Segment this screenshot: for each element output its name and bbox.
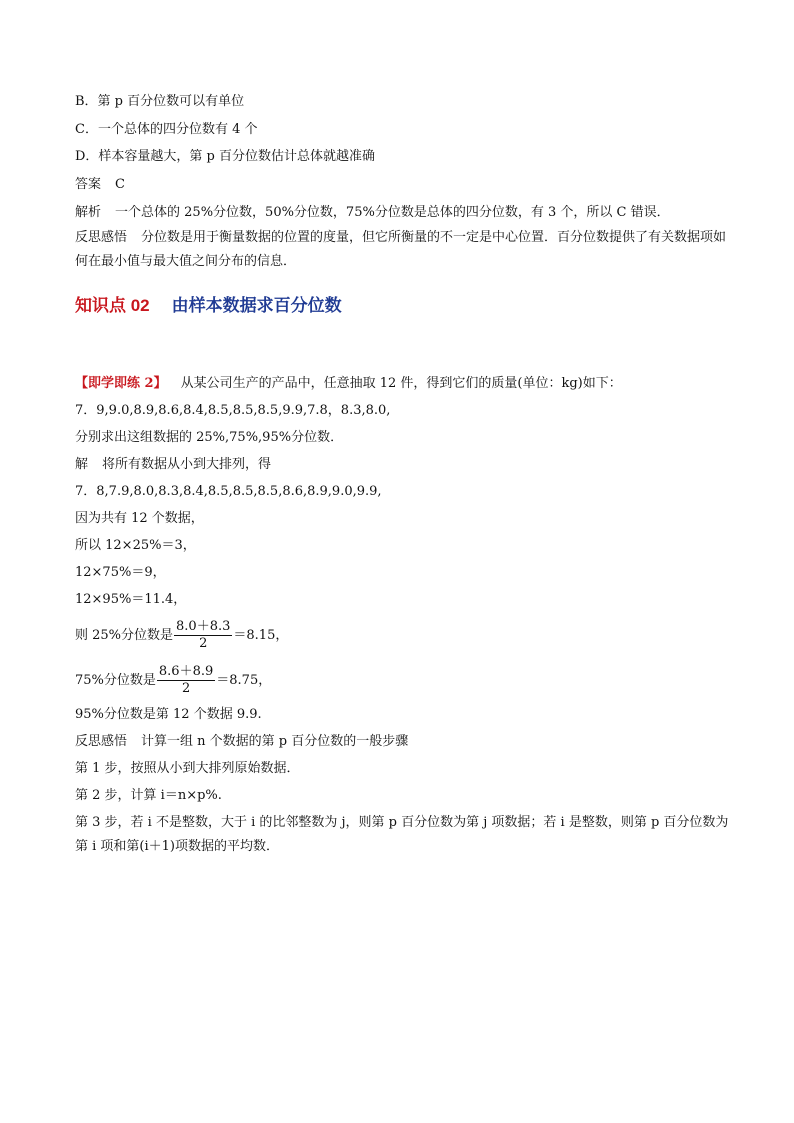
solution-intro-row	[75, 455, 271, 475]
solution-label: 解	[75, 457, 89, 472]
q25-numerator: 8.0＋8.3	[176, 619, 231, 634]
option-d: D．样本容量越大，第 p 百分位数估计总体就越准确	[75, 149, 376, 164]
step-2: 第 2 步，计算 i＝n×p%.	[75, 788, 222, 803]
answer-row	[75, 175, 125, 195]
q25-result: ＝8.15，	[233, 628, 289, 643]
q95-row: 95%分位数是第 12 个数据 9.9.	[75, 707, 262, 722]
reflection-1-text: 分位数是用于衡量数据的位置的度量，但它所衡量的不一定是中心位置．百分位数提供了有关数据项如何在最小值与最大值之间分布的信息．	[75, 230, 727, 269]
practice-data: 7．9,9.0,8.9,8.6,8.4,8.5,8.5,8.5,9.9,7.8，8.3,8.0,	[75, 403, 391, 418]
q75-numerator: 8.6＋8.9	[158, 664, 214, 679]
q75-fraction	[157, 664, 215, 697]
analysis-label: 解析	[75, 205, 102, 220]
solution-sorted: 7．8,7.9,8.0,8.3,8.4,8.5,8.5,8.5,8.6,8.9,9.0,9.9,	[75, 484, 382, 499]
reflection-1	[75, 226, 735, 274]
section-number: 知识点 02	[75, 296, 150, 315]
solution-line-4: 12×95%＝11.4，	[75, 592, 187, 607]
q25-prefix: 则 25%分位数是	[75, 628, 174, 643]
solution-line-2: 所以 12×25%＝3，	[75, 538, 196, 553]
analysis-text: 一个总体的 25%分位数，50%分位数，75%分位数是总体的四分位数，有 3 个，所以 C 错误．	[115, 205, 670, 220]
solution-line-3: 12×75%＝9，	[75, 565, 166, 580]
q25-row	[75, 618, 288, 654]
practice-text: 从某公司生产的产品中，任意抽取 12 件，得到它们的质量(单位：kg)如下：	[180, 376, 622, 391]
answer-value: C	[115, 177, 125, 192]
q75-prefix: 75%分位数是	[75, 673, 156, 688]
solution-intro: 将所有数据从小到大排列，得	[102, 457, 272, 472]
practice-tag: 【即学即练 2】	[75, 376, 167, 391]
step-1: 第 1 步，按照从小到大排列原始数据．	[75, 761, 300, 776]
q75-row	[75, 663, 271, 699]
practice-row	[75, 374, 622, 394]
option-b: B．第 p 百分位数可以有单位	[75, 94, 245, 109]
reflection-2-label: 反思感悟	[75, 734, 128, 749]
solution-line-1: 因为共有 12 个数据，	[75, 511, 204, 526]
reflection-1-label: 反思感悟	[75, 230, 128, 245]
section-heading	[75, 294, 342, 318]
option-c: C．一个总体的四分位数有 4 个	[75, 122, 258, 137]
practice-question: 分别求出这组数据的 25%,75%,95%分位数．	[75, 430, 344, 445]
q25-fraction	[174, 619, 232, 652]
step-3: 第 3 步，若 i 不是整数，大于 i 的比邻整数为 j，则第 p 百分位数为第 j 项数据；若 i 是整数，则第 p 百分位数为第 i 项和第(i＋1)项数据的平均数．	[75, 815, 729, 854]
analysis-row	[75, 203, 670, 223]
reflection-2-text: 计算一组 n 个数据的第 p 百分位数的一般步骤	[141, 734, 409, 749]
section-title: 由样本数据求百分位数	[171, 296, 342, 315]
answer-label: 答案	[75, 177, 102, 192]
reflection-2-row	[75, 732, 408, 752]
q25-denominator: 2	[199, 636, 208, 651]
q75-result: ＝8.75，	[216, 673, 272, 688]
q75-denominator: 2	[181, 681, 191, 696]
